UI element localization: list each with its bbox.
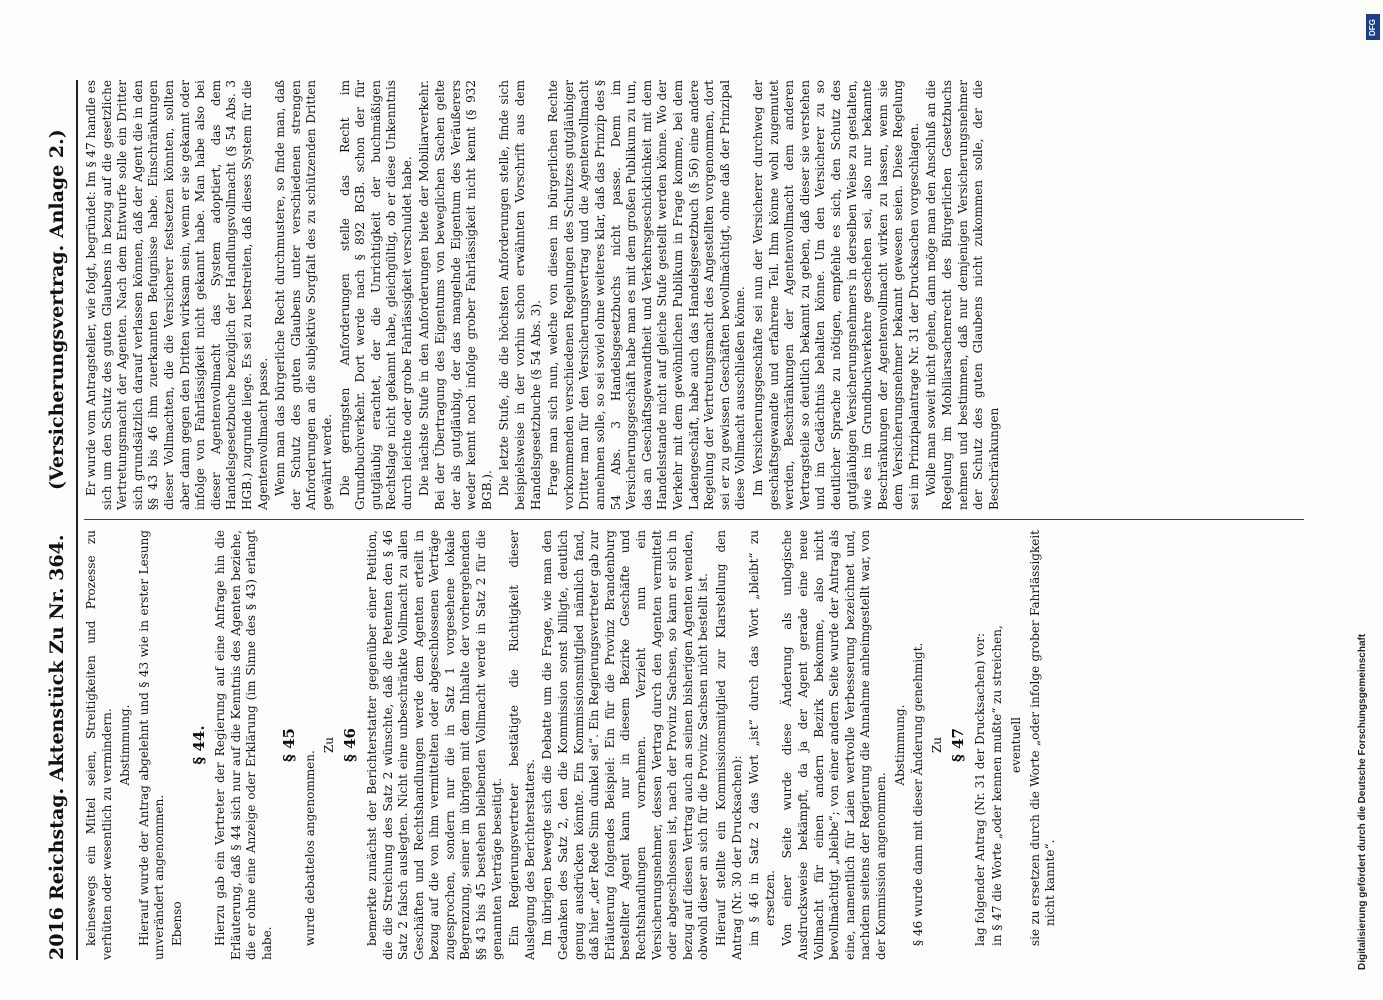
- paragraph: wurde debattelos angenommen.: [303, 750, 318, 946]
- section-heading: § 46: [341, 728, 360, 762]
- paragraph: Die geringsten Anforderungen stelle das Recht im Grundbuchverkehr. Dort werde nach § 892 BGB. schon der für gutgläubig erachtet, der die Unrichtigkeit der buchmäßigen Rechtslage nicht gekannt habe, gleichgültig, ob er diese Unkenntnis durch leichte oder grobe Fahrlässigkeit verschuldet habe.: [337, 80, 414, 510]
- header-rule: [76, 80, 78, 960]
- paragraph: Er wurde vom Antragsteller, wie folgt, begründet: Im § 47 handle es sich um den Schutz des guten Glaubens in bezug auf die gesetzliche Vertretungsmacht der Agenten. Nach dem Entwurfe solle ein Dritter sich grundsätzlich darauf verlassen können, daß der Agent die in den §§ 43 bis 46 ihm zuerkannten Befugnisse habe. Einschränkungen dieser Vollmachten, die die Versicherer festsetzen könnten, sollten aber dann gegen den Dritten wirksam sein, wenn er sie gekannt oder infolge von Fahrlässigkeit nicht gekannt habe. Man habe also bei dieser Agentenvollmacht das System adoptiert, das dem Handelsgesetzbuche bezüglich der Handlungsvollmacht (§ 54 Abs. 3 HGB.) zugrunde liege. Es sei zu bestreiten, daß dieses System für die Agentenvollmacht passe.: [84, 80, 270, 510]
- page-number: 2016: [46, 907, 68, 960]
- paragraph: lag folgender Antrag (Nr. 31 der Drucksachen) vor:: [972, 632, 987, 946]
- section-heading: § 47: [949, 728, 968, 762]
- paragraph: Ein Regierungsvertreter bestätigte die Richtigkeit dieser Auslegung des Berichterstatters.: [507, 530, 537, 960]
- paragraph: keineswegs ein Mittel seien, Streitigkeiten und Prozesse zu verhüten oder wesentlich zu vermindern.: [84, 530, 114, 960]
- paragraph: im § 46 in Satz 2 das Wort „ist“ durch das Wort „bleibt“ zu ersetzen.: [747, 530, 777, 946]
- dfg-logo: [1366, 14, 1380, 40]
- header-right-title: (Versicherungsvertrag. Anlage 2.): [46, 129, 68, 490]
- paragraph: Hierzu gab ein Vertreter der Regierung auf eine Anfrage hin die Erläuterung, daß § 44 sich nur auf die Kenntnis des Agenten beziehe, die er ohne eine Anzeige oder Erklärung (im Sinne des § 43) erlangt habe.: [213, 530, 274, 960]
- paragraph: Im übrigen bewegte sich die Debatte um die Frage, wie man den Gedanken des Satz 2, den die Kommission sonst billigte, deutlich genug ausdrücken könnte. Ein Kommissionsmitglied nämlich fand, daß hier „der Rede Sinn dunkel sei“. Ein Regierungsvertreter gab zur Erläuterung folgendes Beispiel: Ein für die Provinz Brandenburg bestellter Agent kann nur in diesem Bezirke Geschäfte und Rechtshandlungen vornehmen. Verzieht nun ein Versicherungsnehmer, dessen Vertrag durch den Agenten vermittelt oder abgeschlossen ist, nach der Provinz Sachsen, so kann er sich in bezug auf diesen Vertrag auch an seinen bisherigen Agenten wenden, obwohl dieser an sich für die Provinz Sachsen nicht bestellt ist.: [540, 530, 711, 960]
- section-heading: § 44.: [189, 725, 208, 765]
- paragraph: Zu: [929, 736, 944, 754]
- paragraph: Die letzte Stufe, die die höchsten Anforderungen stelle, finde sich beispielsweise in der vorhin schon erwähnten Vorschrift aus dem Handelsgesetzbuche (§ 54 Abs. 3).: [497, 80, 543, 510]
- paragraph: sie zu ersetzen durch die Worte „oder infolge grober Fahrlässigkeit nicht kannte“.: [1027, 530, 1058, 946]
- paragraph: Hierauf wurde der Antrag abgelehnt und § 43 wie in erster Lesung unverändert angenommen.: [136, 530, 167, 960]
- paragraph: Wolle man soweit nicht gehen, dann möge man den Anschluß an die Regelung im Mobiliarsachenrecht des Bürgerlichen Gesetzbuchs nehmen und bestimmen, daß nur demjenigen Versicherungsnehmer der Schutz des guten Glaubens nicht zukommen solle, der die Beschränkungen: [924, 80, 1001, 510]
- paragraph: Hierauf stellte ein Kommissionsmitglied zur Klarstellung den Antrag (Nr. 30 der Drucksachen):: [713, 530, 744, 960]
- paragraph: Im Versicherungsgeschäfte sei nun der Versicherer durchweg der geschäftsgewandte und erfahrene Teil. Ihm könne wohl zugemutet werden, Beschränkungen der Agentenvollmacht dem anderen Vertragsteile so deutlich bekannt zu geben, daß dieser sie verstehen und im Gedächtnis behalten könne. Um den Versicherer zu so deutlicher Sprache zu nötigen, empfehle es sich, den Schutz des gutgläubigen Versicherungsnehmers in derselben Weise zu gestalten, wie es im Grundbuchverkehre geschehen sei, also nur bekannte Beschränkungen der Agentenvollmacht wirken zu lassen, wenn sie dem Versicherungsnehmer bekannt gewesen seien. Diese Regelung sei im Prinzipalantrage Nr. 31 der Drucksachen vorgeschlagen.: [750, 80, 921, 510]
- page-header: [40, 80, 74, 960]
- paragraph: in § 47 die Worte „oder kennen mußte“ zu streichen,: [990, 625, 1005, 946]
- paragraph: Abstimmung.: [118, 704, 133, 786]
- paragraph: bemerkte zunächst der Berichterstatter gegenüber einer Petition, die die Streichung des Satz 2 wünschte, daß die Petenten den § 46 Satz 2 falsch auslegten. Nicht eine unbeschränkte Vollmacht zu allen Geschäften und Rechtshandlungen werde dem Agenten erteilt in bezug auf die von ihm vermittelten oder abgeschlossenen Verträge zugesprochen, sondern nur die in Satz 1 vorgesehene lokale Begrenzung, seiner im übrigen mit dem Inhalte der vorhergehenden §§ 43 bis 45 bestehen bleibenden Vollmacht werde in Satz 2 für die genannten Verträge beseitigt.: [364, 530, 504, 960]
- paragraph: Von einer Seite wurde diese Änderung als unlogische Ausdrucksweise bekämpft, da ja der Agent gerade eine neue Vollmacht für einen andern Bezirk bekomme, also nicht bevollmächtigt „bleibe“; von einer andern Seite wurde der Antrag als eine, namentlich für Laien wertvolle Verbesserung bezeichnet und, nachdem seitens der Regierung die Annahme anheimgestellt war, von der Kommission angenommen.: [780, 530, 888, 960]
- paragraph: § 46 wurde dann mit dieser Änderung genehmigt.: [911, 642, 926, 946]
- dfg-logo-text: DFG: [1368, 19, 1377, 36]
- paragraph: Ebenso: [169, 901, 184, 946]
- digitization-note: [1355, 10, 1377, 990]
- digitization-note-text: Digitalisierung gefördert durch die Deutsche Forschungsgemeinschaft: [1357, 633, 1368, 970]
- paragraph: Wenn man das bürgerliche Recht durchmustere, so finde man, daß der Schutz des guten Glaubens unter verschiedenen strengen Anforderungen an die subjektive Sorgfalt des zu schützenden Dritten gewährt werde.: [273, 80, 334, 510]
- rotated-page-content: [40, 80, 1330, 960]
- left-column: [84, 530, 1061, 960]
- header-left-title: Reichstag. Aktenstück Zu Nr. 364.: [46, 534, 68, 900]
- paragraph: Frage man sich nun, welche von diesen im bürgerlichen Rechte vorkommenden verschiedenen Regelungen des Schutzes gutgläubiger Dritter man für den Versicherungsvertrag und die Agentenvollmacht annehmen solle, so sei soviel ohne weiteres klar, daß das Prinzip des § 54 Abs. 3 Handelsgesetzbuchs nicht passe. Denn im Versicherungsgeschäft habe man es mit dem großen Publikum zu tun, das an Geschäftsgewandtheit und Verkehrsgeschicklichkeit mit dem Handelsstande nicht auf gleiche Stufe gestellt werden könne. Wo der Verkehr mit dem gewöhnlichen Publikum in Frage komme, bei dem Ladengeschäft, habe auch das Handelsgesetzbuch (§ 56) eine andere Regelung der Vertretungsmacht des Angestellten vorgenommen, dort sei er zu gewissen Geschäften bevollmächtigt, ohne daß der Prinzipal diese Vollmacht ausschließen könne.: [546, 80, 748, 510]
- section-heading: § 45: [279, 728, 298, 762]
- paragraph: Abstimmung.: [892, 704, 907, 786]
- paragraph: Zu: [321, 736, 336, 754]
- right-column: [84, 80, 1004, 510]
- paragraph: eventuell: [1009, 716, 1024, 774]
- column-divider: [84, 519, 1304, 520]
- paragraph: Die nächste Stufe in den Anforderungen biete der Mobiliarverkehr. Bei der Übertragung des Eigentums von beweglichen Sachen gelte der als gutgläubig, der das mangelnde Eigentum des Veräußerers weder kennt noch infolge grober Fahrlässigkeit nicht kennt (§ 932 BGB.).: [417, 80, 494, 510]
